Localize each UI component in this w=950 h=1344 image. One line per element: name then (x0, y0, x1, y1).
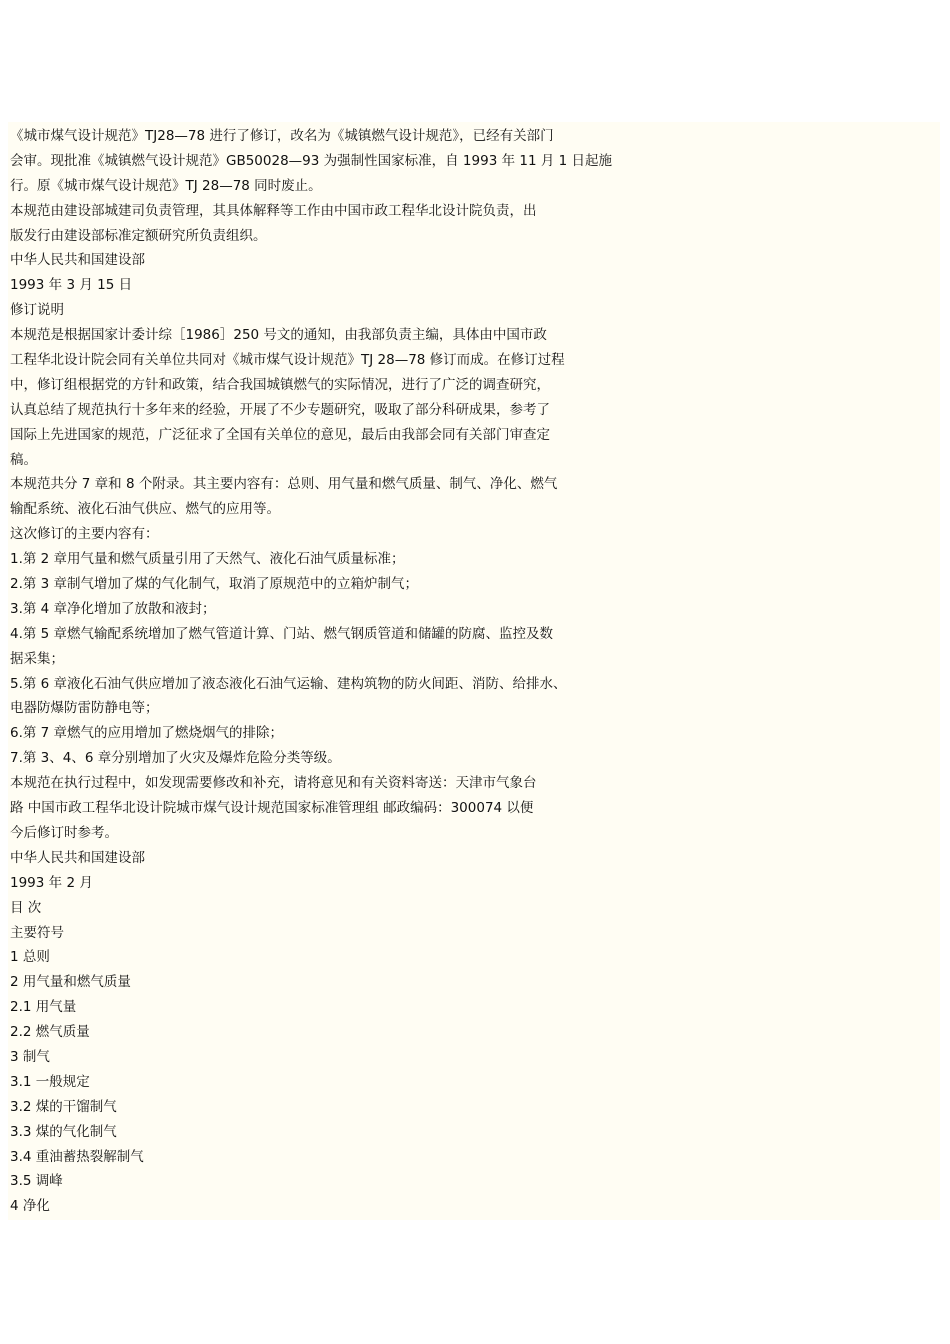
toc-item: 4 净化 (10, 1198, 50, 1215)
text-line: 今后修订时参考。 (10, 824, 118, 841)
list-item-continuation: 电器防爆防雷防静电等； (10, 700, 159, 717)
text-line: 工程华北设计院会同有关单位共同对《城市煤气设计规范》TJ 28—78 修订而成。在修订过程 (10, 352, 565, 369)
toc-item: 2 用气量和燃气质量 (10, 974, 131, 991)
issuer-line: 中华人民共和国建设部 (10, 252, 145, 269)
list-item: 4.第 5 章燃气输配系统增加了燃气管道计算、门站、燃气钢质管道和储罐的防腐、监控及数 (10, 625, 554, 642)
toc-item: 2.2 燃气质量 (10, 1024, 90, 1041)
toc-item: 2.1 用气量 (10, 999, 77, 1016)
toc-heading: 目 次 (10, 899, 42, 916)
text-line: 行。原《城市煤气设计规范》TJ 28—78 同时废止。 (10, 177, 322, 194)
list-item: 5.第 6 章液化石油气供应增加了液态液化石油气运输、建构筑物的防火间距、消防、给排水、 (10, 675, 567, 692)
text-line: 国际上先进国家的规范，广泛征求了全国有关单位的意见，最后由我部会同有关部门审查定 (10, 426, 550, 443)
list-item: 1.第 2 章用气量和燃气质量引用了天然气、液化石油气质量标准； (10, 551, 405, 568)
toc-item: 3.4 重油蓄热裂解制气 (10, 1148, 144, 1165)
text-line: 输配系统、液化石油气供应、燃气的应用等。 (10, 501, 280, 518)
issuer-line: 中华人民共和国建设部 (10, 849, 145, 866)
list-item: 3.第 4 章净化增加了放散和液封； (10, 600, 216, 617)
text-line: 本规范共分 7 章和 8 个附录。其主要内容有：总则、用气量和燃气质量、制气、净化、燃气 (10, 476, 558, 493)
list-item: 2.第 3 章制气增加了煤的气化制气，取消了原规范中的立箱炉制气； (10, 576, 419, 593)
toc-item: 3 制气 (10, 1048, 50, 1065)
document-body (8, 122, 940, 1220)
text-line: 这次修订的主要内容有： (10, 526, 159, 543)
list-item: 7.第 3、4、6 章分别增加了火灾及爆炸危险分类等级。 (10, 750, 341, 767)
toc-item: 3.5 调峰 (10, 1173, 63, 1190)
toc-item: 主要符号 (10, 924, 64, 941)
text-line: 稿。 (10, 451, 37, 468)
section-heading: 修订说明 (10, 302, 64, 319)
text-line: 本规范是根据国家计委计综［1986］250 号文的通知，由我部负责主编，具体由中国市政 (10, 327, 547, 344)
toc-item: 3.2 煤的干馏制气 (10, 1098, 117, 1115)
list-item: 6.第 7 章燃气的应用增加了燃烧烟气的排除； (10, 725, 284, 742)
text-line: 《城市煤气设计规范》TJ28—78 进行了修订，改名为《城镇燃气设计规范》，已经有关部门 (10, 128, 554, 144)
date-line: 1993 年 2 月 (10, 874, 93, 891)
text-line: 本规范由建设部城建司负责管理，其具体解释等工作由中国市政工程华北设计院负责，出 (10, 202, 537, 219)
toc-item: 3.1 一般规定 (10, 1073, 90, 1090)
toc-item: 3.3 煤的气化制气 (10, 1123, 117, 1140)
date-line: 1993 年 3 月 15 日 (10, 277, 133, 294)
text-line: 版发行由建设部标准定额研究所负责组织。 (10, 227, 267, 244)
text-line: 中，修订组根据党的方针和政策，结合我国城镇燃气的实际情况，进行了广泛的调查研究， (10, 376, 550, 393)
text-line: 认真总结了规范执行十多年来的经验，开展了不少专题研究，吸取了部分科研成果，参考了 (10, 401, 550, 418)
text-line: 本规范在执行过程中，如发现需要修改和补充，请将意见和有关资料寄送：天津市气象台 (10, 775, 537, 792)
text-line: 会审。现批准《城镇燃气设计规范》GB50028—93 为强制性国家标准，自 1993 年 11 月 1 日起施 (10, 152, 613, 169)
list-item-continuation: 据采集； (10, 650, 64, 667)
toc-item: 1 总则 (10, 949, 50, 966)
text-line: 路 中国市政工程华北设计院城市煤气设计规范国家标准管理组 邮政编码：300074 以便 (10, 800, 534, 817)
